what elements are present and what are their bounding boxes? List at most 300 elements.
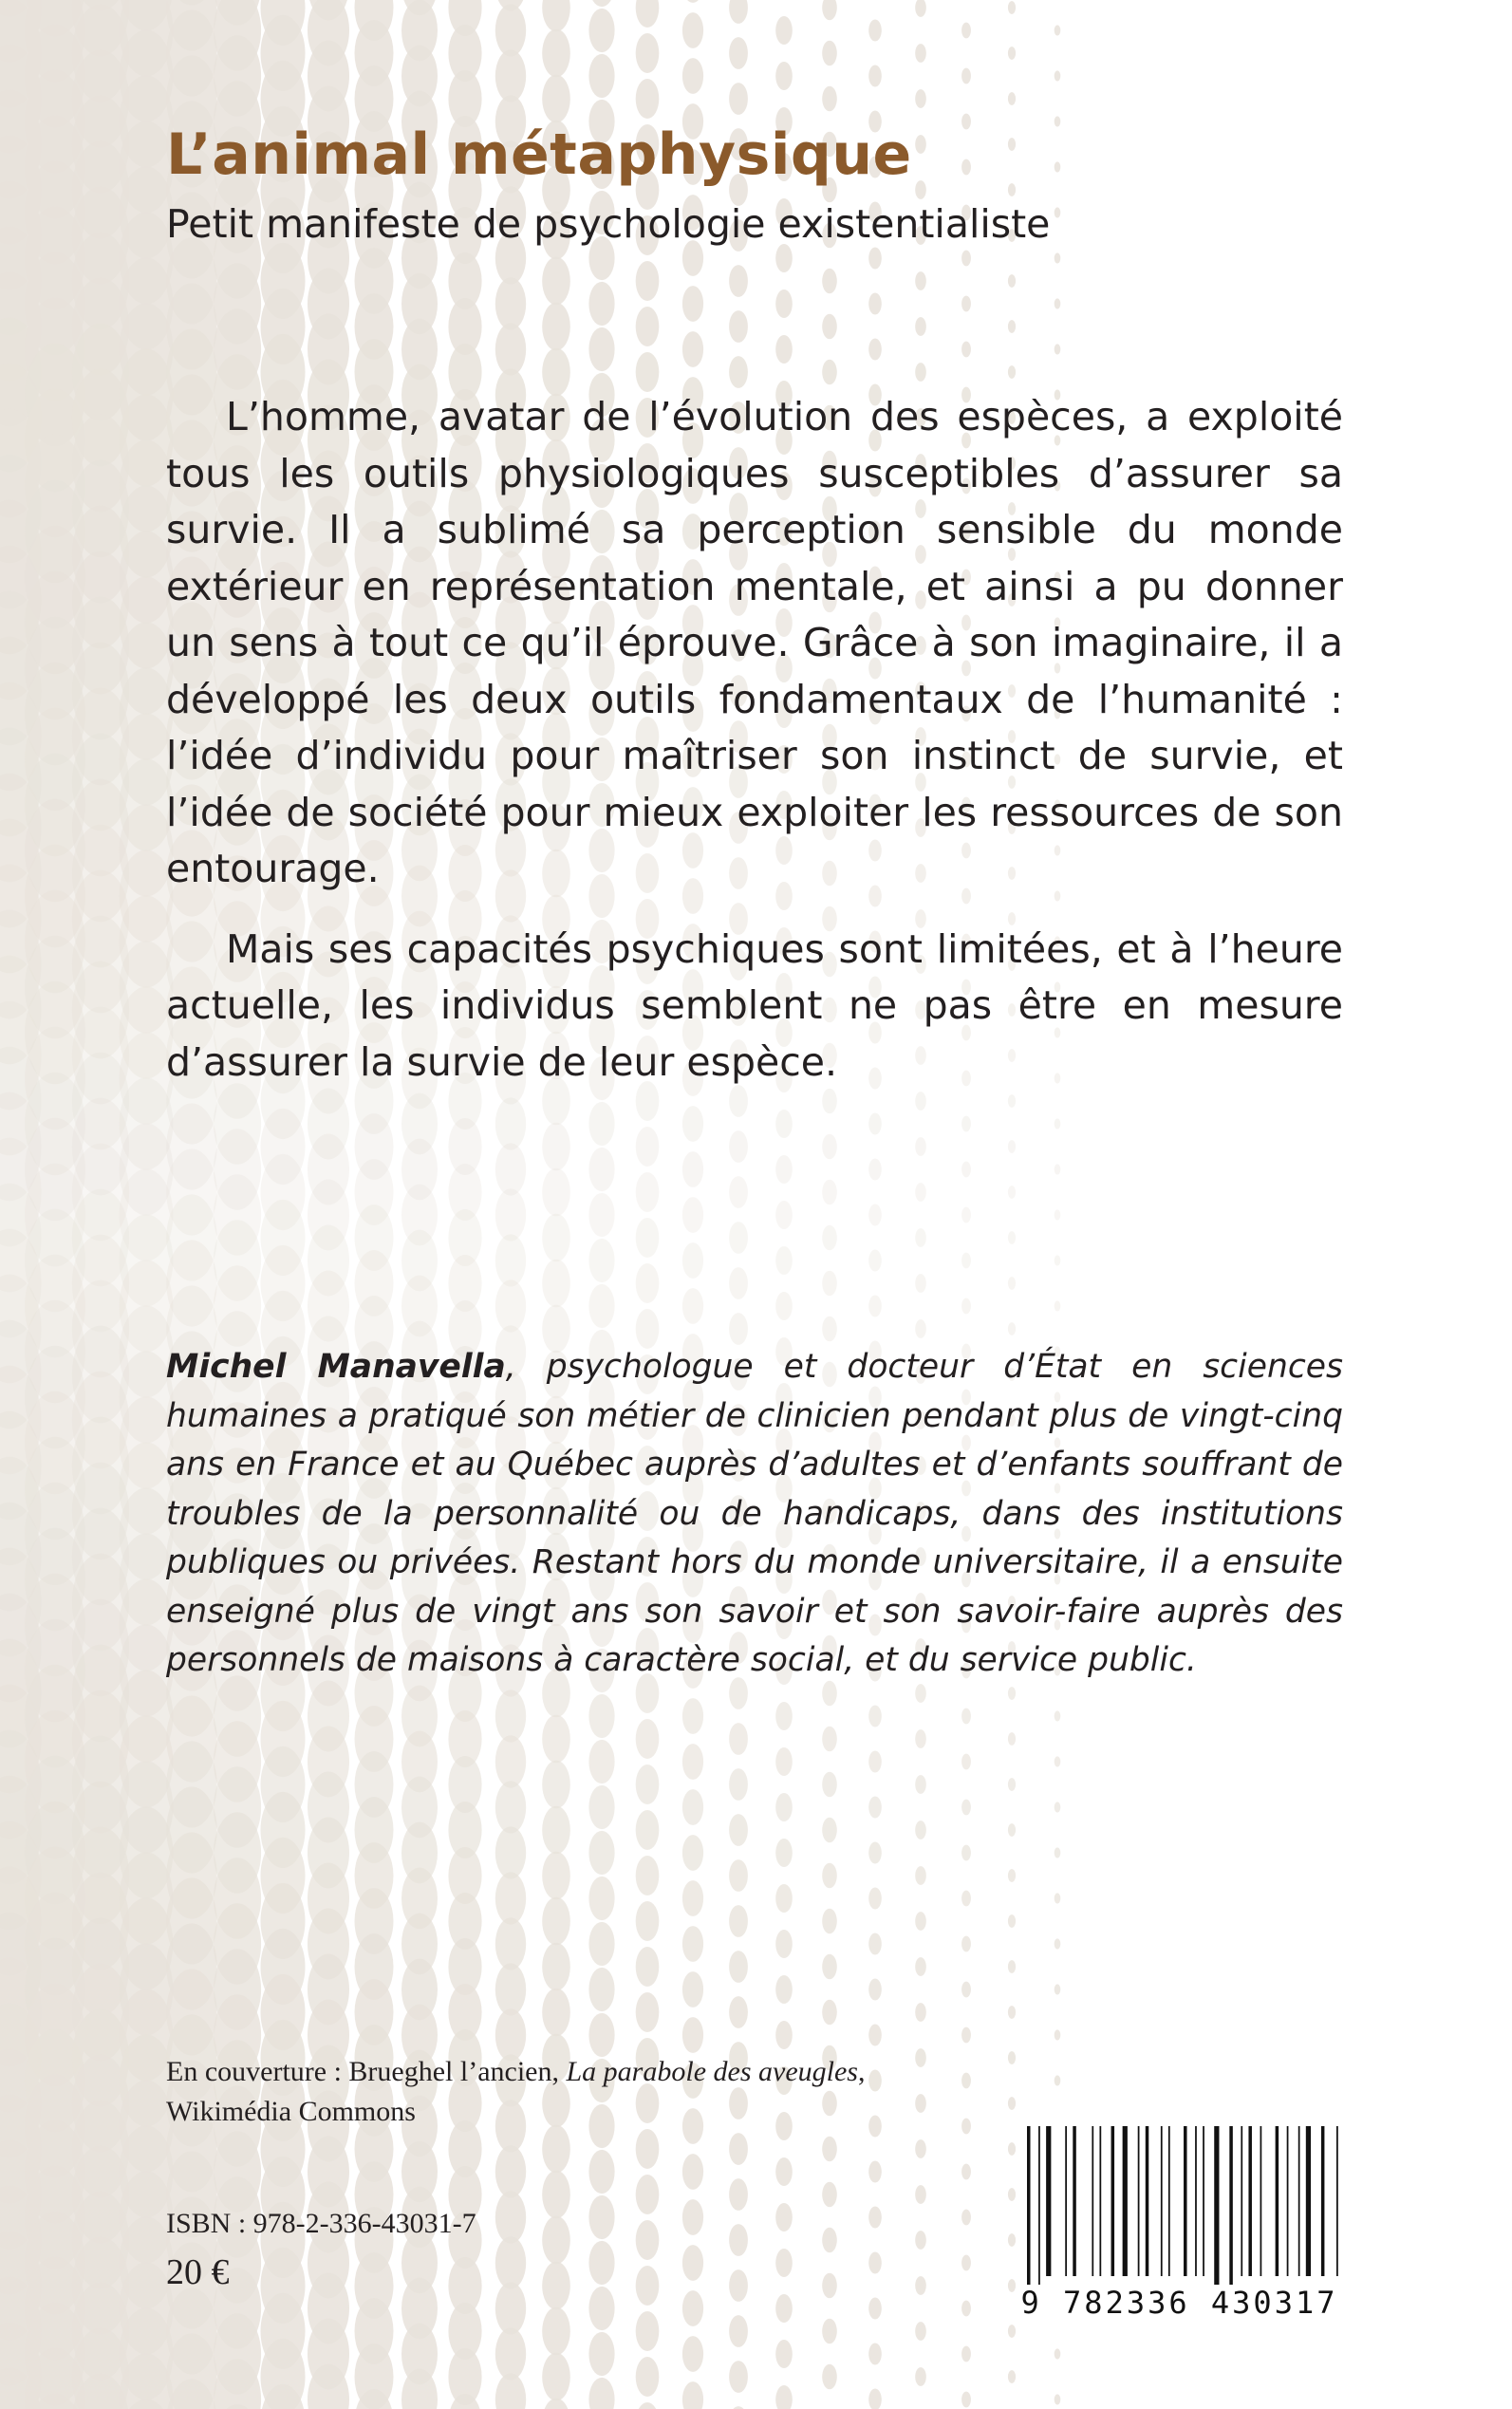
background-dot xyxy=(961,251,971,267)
background-dot xyxy=(868,1159,882,1181)
background-dot xyxy=(1055,1164,1061,1174)
background-dot xyxy=(961,296,971,312)
background-dot xyxy=(682,286,703,322)
background-dot xyxy=(729,2133,748,2165)
background-dot xyxy=(915,2048,926,2067)
background-dot xyxy=(1008,1186,1016,1199)
background-dot xyxy=(1008,2097,1016,2110)
background-dot xyxy=(588,2378,614,2409)
barcode-bar xyxy=(1203,2126,1204,2276)
background-dot xyxy=(588,1968,614,2011)
background-dot xyxy=(915,1228,926,1247)
background-dot xyxy=(542,2125,570,2174)
background-dot xyxy=(868,2025,882,2046)
background-dot xyxy=(682,1242,703,1279)
background-dot xyxy=(636,2129,660,2169)
background-dot xyxy=(822,1271,837,1296)
background-dot xyxy=(1008,1914,1016,1928)
background-dot xyxy=(868,2298,882,2320)
background-dot xyxy=(961,23,971,39)
background-dot xyxy=(1008,1823,1016,1837)
background-dot xyxy=(915,180,926,199)
background-dot xyxy=(822,41,837,65)
background-dot xyxy=(775,2157,793,2186)
background-dot xyxy=(915,1274,926,1293)
background-dot xyxy=(822,1909,837,1933)
background-dot xyxy=(495,2236,526,2288)
background-dot xyxy=(636,1719,660,1759)
background-dot xyxy=(1008,2279,1016,2292)
background-dot xyxy=(729,1176,748,1208)
background-dot xyxy=(1055,2029,1061,2040)
background-dot xyxy=(682,58,703,94)
background-dot xyxy=(1055,1802,1061,1812)
background-dot xyxy=(915,1183,926,1202)
background-dot xyxy=(1008,2006,1016,2019)
background-dot xyxy=(636,261,660,301)
background-dot xyxy=(915,2276,926,2295)
background-dot xyxy=(636,79,660,119)
background-dot xyxy=(682,1106,703,1142)
background-dot xyxy=(868,339,882,361)
background-dot xyxy=(1008,1687,1016,1700)
background-dot xyxy=(961,1845,971,1861)
background-dot xyxy=(961,159,971,176)
background-dot xyxy=(588,2332,614,2376)
background-dot xyxy=(822,1180,837,1204)
background-dot xyxy=(822,360,837,384)
background-dot xyxy=(961,2073,971,2089)
back-cover-summary xyxy=(166,389,1343,1091)
background-dot xyxy=(868,1296,882,1317)
background-dot xyxy=(868,2161,882,2183)
background-dot xyxy=(588,2150,614,2194)
background-dot xyxy=(682,1926,703,1962)
background-dot xyxy=(588,2013,614,2057)
background-dot xyxy=(495,1781,526,1833)
background-dot xyxy=(868,1842,882,1864)
background-dot xyxy=(636,1810,660,1850)
summary-paragraph: L’homme, avatar de l’évolution des espèces, a exploité tous les outils physiologiques susceptibles d’assurer sa survie. Il a sublimé sa perception sensible du monde extérieur en représentation mentale, et ainsi a pu donner un sens à tout ce qu’il éprouve. Grâce à son imaginaire, il a développé les deux outils fondamentaux de l’humanité : l’idée d’individu pour maîtriser son instinct de survie, et l’idée de société pour mieux exploiter les ressources de son entourage. xyxy=(166,394,1343,891)
background-dot xyxy=(682,2381,703,2409)
barcode-digits: 9 782336 430317 xyxy=(1020,2285,1338,2321)
background-dot xyxy=(822,1863,837,1888)
background-dot xyxy=(915,2003,926,2022)
background-dot xyxy=(961,1936,971,1952)
background-dot xyxy=(588,54,614,98)
background-dot xyxy=(542,1715,570,1764)
background-dot xyxy=(495,4,526,56)
background-dot xyxy=(868,1706,882,1727)
background-dot xyxy=(542,1260,570,1308)
background-dot xyxy=(1055,116,1061,126)
background-dot xyxy=(729,1996,748,2028)
barcode-bar xyxy=(1336,2126,1338,2276)
background-dot xyxy=(542,1943,570,1991)
barcode-bar xyxy=(1214,2126,1219,2285)
background-dot xyxy=(729,265,748,297)
background-dot xyxy=(1008,1732,1016,1746)
background-dot xyxy=(961,1162,971,1178)
background-dot xyxy=(1008,274,1016,288)
background-dot xyxy=(868,1250,882,1272)
background-dot xyxy=(915,135,926,154)
background-dot xyxy=(1008,2233,1016,2247)
background-dot xyxy=(775,1930,793,1958)
background-dot xyxy=(868,1933,882,1955)
background-dot xyxy=(822,2273,837,2298)
background-dot xyxy=(915,44,926,63)
background-dot xyxy=(1055,1300,1061,1311)
background-dot xyxy=(1055,1847,1061,1858)
background-dot xyxy=(775,1975,793,2004)
background-dot xyxy=(775,1246,793,1275)
background-dot xyxy=(1008,1322,1016,1335)
background-dot xyxy=(961,68,971,84)
background-dot xyxy=(868,2116,882,2138)
background-dot xyxy=(1008,1231,1016,1244)
background-dot xyxy=(822,2364,837,2389)
background-dot xyxy=(915,2185,926,2204)
background-dot xyxy=(961,2255,971,2271)
background-dot xyxy=(915,2139,926,2158)
background-dot xyxy=(775,1292,793,1320)
background-dot xyxy=(729,2361,748,2393)
background-dot xyxy=(588,1740,614,1783)
background-dot xyxy=(775,1201,793,1229)
background-dot xyxy=(495,1097,526,1149)
background-dot xyxy=(1008,1140,1016,1153)
background-dot xyxy=(495,1917,526,1970)
background-dot xyxy=(868,1204,882,1226)
background-dot xyxy=(868,1113,882,1135)
background-dot xyxy=(542,2171,570,2219)
background-dot xyxy=(1055,2348,1061,2359)
background-dot xyxy=(775,1110,793,1138)
background-dot xyxy=(729,83,748,115)
background-dot xyxy=(961,1754,971,1770)
background-dot xyxy=(588,1148,614,1191)
background-dot xyxy=(682,1789,703,1825)
background-dot xyxy=(636,0,660,28)
background-dot xyxy=(729,2224,748,2256)
background-dot xyxy=(542,1806,570,1855)
background-dot xyxy=(1055,70,1061,81)
background-dot xyxy=(1055,207,1061,217)
background-dot xyxy=(729,1905,748,1937)
background-dot xyxy=(775,1702,793,1730)
author-bio-text: , psychologue et docteur d’État en sciences humaines a pratiqué son métier de clinicien pendant plus de vingt-cinq ans en France et au Québec auprès d’adultes et d’enfants souffrant de troubles de la personnalité ou de handicaps, dans des institutions publiques ou privées. Restant hors du monde universitaire, il a ensuite enseigné plus de vingt ans son savoir et son savoir-faire auprès des personnels de maisons à caractère social, et du service public. xyxy=(166,1348,1343,1679)
barcode-bar xyxy=(1229,2126,1233,2285)
background-dot xyxy=(542,1989,570,2037)
background-dot xyxy=(822,1772,837,1797)
background-dot xyxy=(961,1116,971,1132)
background-dot xyxy=(636,352,660,392)
background-dot xyxy=(822,2319,837,2344)
background-dot xyxy=(729,1768,748,1801)
barcode-bar xyxy=(1092,2126,1093,2276)
barcode-bar xyxy=(1184,2126,1187,2276)
background-dot xyxy=(729,1859,748,1892)
background-dot xyxy=(636,1172,660,1212)
barcode-bar xyxy=(1111,2126,1115,2276)
background-dot xyxy=(822,2137,837,2161)
background-dot xyxy=(1055,1255,1061,1265)
background-dot xyxy=(1055,344,1061,354)
background-dot xyxy=(636,2402,660,2409)
background-dot xyxy=(915,1775,926,1794)
background-dot xyxy=(495,1690,526,1742)
background-dot xyxy=(868,2344,882,2365)
background-dot xyxy=(729,1313,748,1345)
barcode-bars xyxy=(1016,2119,1343,2285)
background-dot xyxy=(542,75,570,123)
background-dot xyxy=(868,248,882,270)
barcode-bar xyxy=(1099,2126,1101,2276)
background-dot xyxy=(729,1951,748,1983)
background-dot xyxy=(1055,1984,1061,1994)
background-dot xyxy=(636,2357,660,2397)
background-dot xyxy=(961,342,971,358)
background-dot xyxy=(542,1852,570,1900)
background-dot xyxy=(1008,365,1016,379)
barcode-bar xyxy=(1027,2126,1031,2285)
background-dot xyxy=(775,1747,793,1776)
background-dot xyxy=(636,2220,660,2260)
background-dot xyxy=(495,323,526,375)
background-dot xyxy=(542,2216,570,2265)
background-dot xyxy=(495,1826,526,1878)
background-dot xyxy=(1008,2188,1016,2201)
background-dot xyxy=(961,1207,971,1223)
background-dot xyxy=(775,2340,793,2368)
background-dot xyxy=(915,1729,926,1748)
background-dot xyxy=(588,1694,614,1738)
background-dot xyxy=(636,1127,660,1167)
background-dot xyxy=(682,2017,703,2053)
credit-prefix: En couverture : Brueghel l’ancien, xyxy=(166,2056,567,2087)
background-dot xyxy=(915,2094,926,2113)
background-dot xyxy=(915,1137,926,1156)
background-dot xyxy=(1008,320,1016,333)
background-dot xyxy=(915,1684,926,1703)
barcode-bar xyxy=(1248,2126,1252,2276)
background-dot xyxy=(682,2290,703,2326)
background-dot xyxy=(495,1234,526,1286)
barcode-bar xyxy=(1046,2126,1051,2276)
barcode-bar xyxy=(1195,2126,1197,2276)
background-dot xyxy=(915,271,926,290)
background-dot xyxy=(588,1831,614,1875)
background-dot xyxy=(636,2266,660,2306)
background-dot xyxy=(1008,2325,1016,2338)
background-dot xyxy=(868,2070,882,2092)
background-dot xyxy=(1008,1,1016,14)
background-dot xyxy=(961,2119,971,2135)
barcode xyxy=(1016,2119,1343,2329)
background-dot xyxy=(542,1214,570,1262)
background-dot xyxy=(822,0,837,20)
background-dot xyxy=(775,2249,793,2277)
background-dot xyxy=(542,2399,570,2409)
background-dot xyxy=(636,33,660,73)
barcode-bar xyxy=(1276,2126,1279,2276)
background-dot xyxy=(822,1727,837,1751)
background-dot xyxy=(775,1155,793,1184)
background-dot xyxy=(868,1797,882,1819)
background-dot xyxy=(1055,298,1061,308)
barcode-bar xyxy=(1073,2126,1076,2276)
barcode-bar xyxy=(1306,2126,1311,2276)
background-dot xyxy=(588,2287,614,2330)
background-dot xyxy=(588,1239,614,1282)
background-dot xyxy=(775,289,793,318)
background-dot xyxy=(542,1761,570,1809)
background-dot xyxy=(636,307,660,346)
background-dot xyxy=(775,1793,793,1821)
background-dot xyxy=(915,363,926,382)
background-dot xyxy=(915,89,926,108)
background-dot xyxy=(775,62,793,90)
barcode-bar xyxy=(1123,2126,1128,2276)
background-dot xyxy=(868,65,882,87)
background-dot xyxy=(1055,1118,1061,1129)
background-dot xyxy=(1008,1778,1016,1791)
book-subtitle: Petit manifeste de psychologie existentialiste xyxy=(166,201,1051,247)
background-dot xyxy=(775,335,793,364)
background-dot xyxy=(961,1982,971,1998)
background-dot xyxy=(822,1134,837,1159)
background-dot xyxy=(542,303,570,351)
background-dot xyxy=(1008,1960,1016,1973)
barcode-bar xyxy=(1260,2126,1262,2276)
background-dot xyxy=(682,1698,703,1734)
background-dot xyxy=(915,2367,926,2386)
background-dot xyxy=(961,114,971,130)
background-dot xyxy=(636,1992,660,2032)
background-dot xyxy=(588,2241,614,2285)
background-dot xyxy=(729,2269,748,2302)
background-dot xyxy=(1008,2370,1016,2383)
background-dot xyxy=(822,1818,837,1842)
background-dot xyxy=(822,2182,837,2207)
background-dot xyxy=(588,2195,614,2239)
background-dot xyxy=(915,2322,926,2341)
background-dot xyxy=(682,12,703,48)
background-dot xyxy=(495,2145,526,2197)
background-dot xyxy=(542,2307,570,2356)
background-dot xyxy=(1055,1756,1061,1766)
background-dot xyxy=(636,2311,660,2351)
cover-credit xyxy=(166,2052,865,2132)
background-dot xyxy=(729,1814,748,1846)
background-dot xyxy=(1008,47,1016,60)
background-dot xyxy=(682,2154,703,2190)
background-dot xyxy=(636,1901,660,1941)
background-dot xyxy=(495,1872,526,1924)
background-dot xyxy=(495,1735,526,1787)
barcode-bar xyxy=(1065,2126,1067,2276)
isbn-label: ISBN : 978-2-336-43031-7 xyxy=(166,2208,476,2239)
background-dot xyxy=(682,1971,703,2008)
background-dot xyxy=(775,2385,793,2409)
author-name: Michel Manavella xyxy=(166,1348,506,1386)
background-dot xyxy=(822,2228,837,2252)
barcode-bar xyxy=(1138,2126,1140,2276)
background-dot xyxy=(868,1888,882,1910)
background-dot xyxy=(822,1954,837,1979)
background-dot xyxy=(542,2353,570,2401)
background-dot xyxy=(1055,1938,1061,1949)
background-dot xyxy=(775,1884,793,1913)
background-dot xyxy=(961,1891,971,1907)
background-dot xyxy=(682,1835,703,1871)
background-dot xyxy=(868,1751,882,1773)
background-dot xyxy=(961,2392,971,2408)
background-dot xyxy=(822,269,837,293)
barcode-bar xyxy=(1287,2126,1289,2276)
background-dot xyxy=(682,0,703,3)
background-dot xyxy=(588,1193,614,1237)
background-dot xyxy=(1055,25,1061,35)
background-dot xyxy=(915,0,926,17)
background-dot xyxy=(588,327,614,371)
background-dot xyxy=(682,2245,703,2281)
author-biography xyxy=(166,1343,1343,1686)
background-dot xyxy=(915,1866,926,1885)
barcode-bar xyxy=(1321,2126,1325,2276)
background-dot xyxy=(588,9,614,52)
background-dot xyxy=(1008,92,1016,105)
background-dot xyxy=(588,282,614,326)
background-dot xyxy=(495,1188,526,1241)
background-dot xyxy=(542,1897,570,1946)
background-dot xyxy=(775,2021,793,2049)
background-dot xyxy=(729,1723,748,1755)
background-dot xyxy=(495,2282,526,2334)
background-dot xyxy=(822,1089,837,1113)
background-dot xyxy=(542,29,570,78)
background-dot xyxy=(682,1880,703,1916)
background-dot xyxy=(588,0,614,7)
background-dot xyxy=(822,1225,837,1250)
summary-paragraph: Mais ses capacités psychiques sont limitées, et à l’heure actuelle, les individus semblent ne pas être en mesure d’assurer la survie de leur espèce. xyxy=(166,925,1343,1085)
background-dot xyxy=(636,1947,660,1987)
background-dot xyxy=(915,317,926,336)
background-dot xyxy=(961,1800,971,1816)
background-dot xyxy=(542,0,570,31)
background-dot xyxy=(729,1222,748,1254)
background-dot xyxy=(1055,161,1061,172)
barcode-bar xyxy=(1298,2126,1300,2276)
background-dot xyxy=(961,2027,971,2044)
background-dot xyxy=(961,1253,971,1269)
background-dot xyxy=(495,1963,526,2015)
background-dot xyxy=(961,2346,971,2362)
background-dot xyxy=(495,2373,526,2409)
background-dot xyxy=(729,2178,748,2211)
background-dot xyxy=(1008,1277,1016,1290)
background-dot xyxy=(1055,252,1061,263)
background-dot xyxy=(868,2389,882,2409)
background-dot xyxy=(915,1319,926,1338)
background-dot xyxy=(682,1744,703,1780)
background-dot xyxy=(961,2301,971,2317)
background-dot xyxy=(495,277,526,329)
background-dot xyxy=(495,49,526,102)
background-dot xyxy=(729,1130,748,1163)
background-dot xyxy=(542,2262,570,2310)
